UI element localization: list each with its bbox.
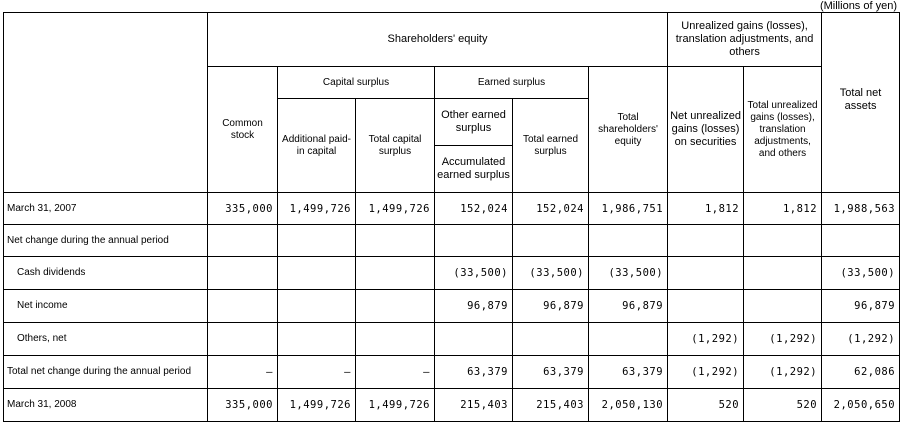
table-row [4,225,900,257]
cell-net-unrealized-gains: 1,812 [668,193,744,225]
cell-total-capital-surplus: 1,499,726 [356,193,435,225]
cell-net-unrealized-gains: (1,292) [668,356,744,389]
cell-net-unrealized-gains [668,225,744,257]
cell-net-unrealized-gains: 520 [668,389,744,422]
cell-accumulated-earned-surplus: 96,879 [435,290,513,323]
cell-total-earned-surplus: 96,879 [513,290,589,323]
cell-total-net-assets: 1,988,563 [822,193,900,225]
cell-total-capital-surplus [356,225,435,257]
cell-total-net-assets: 2,050,650 [822,389,900,422]
header-total-earned-surplus: Total earned surplus [513,99,589,193]
cell-total-capital-surplus [356,257,435,290]
cell-common-stock [208,290,278,323]
cell-total-earned-surplus: 215,403 [513,389,589,422]
cell-total-capital-surplus: 1,499,726 [356,389,435,422]
cell-total-unrealized: (1,292) [744,323,822,356]
table-row [4,257,900,290]
header-common-stock: Common stock [208,67,278,193]
cell-total-unrealized [744,225,822,257]
header-capital-surplus: Capital surplus [278,67,435,99]
cell-accumulated-earned-surplus [435,225,513,257]
cell-total-earned-surplus [513,323,589,356]
cell-total-shareholders-equity: 1,986,751 [589,193,668,225]
cell-net-unrealized-gains [668,257,744,290]
row-label-header-cell [4,13,208,193]
cell-additional-paid-in [278,257,356,290]
table-row [4,323,900,356]
cell-accumulated-earned-surplus: 63,379 [435,356,513,389]
header-total-unrealized: Total unrealized gains (losses), translation adjustments, and others [744,67,822,193]
table-row [4,356,900,389]
cell-total-earned-surplus: 152,024 [513,193,589,225]
row-label: March 31, 2008 [4,389,208,422]
header-total-net-assets: Total net assets [822,13,900,193]
cell-total-shareholders-equity [589,323,668,356]
cell-total-earned-surplus: 63,379 [513,356,589,389]
cell-total-capital-surplus: – [356,356,435,389]
cell-total-capital-surplus [356,323,435,356]
cell-total-earned-surplus [513,225,589,257]
header-shareholders-equity: Shareholders' equity [208,13,668,67]
table-row [4,389,900,422]
cell-common-stock: – [208,356,278,389]
row-label: March 31, 2007 [4,193,208,225]
cell-total-net-assets: 62,086 [822,356,900,389]
cell-additional-paid-in: – [278,356,356,389]
cell-total-shareholders-equity: (33,500) [589,257,668,290]
cell-accumulated-earned-surplus: (33,500) [435,257,513,290]
cell-net-unrealized-gains: (1,292) [668,323,744,356]
cell-total-shareholders-equity [589,225,668,257]
cell-total-unrealized: (1,292) [744,356,822,389]
cell-total-unrealized [744,257,822,290]
cell-accumulated-earned-surplus: 215,403 [435,389,513,422]
row-label: Cash dividends [4,257,208,290]
header-additional-paid-in-capital: Additional paid-in capital [278,99,356,193]
cell-common-stock: 335,000 [208,193,278,225]
cell-total-unrealized [744,290,822,323]
cell-total-capital-surplus [356,290,435,323]
cell-total-unrealized: 520 [744,389,822,422]
cell-total-net-assets: 96,879 [822,290,900,323]
header-other-earned-surplus: Other earned surplus [435,99,513,146]
row-label: Total net change during the annual period [4,356,208,389]
cell-total-net-assets: (1,292) [822,323,900,356]
cell-common-stock: 335,000 [208,389,278,422]
header-unrealized-group: Unrealized gains (losses), translation adjustments, and others [668,13,822,67]
cell-accumulated-earned-surplus [435,323,513,356]
cell-total-shareholders-equity: 63,379 [589,356,668,389]
cell-additional-paid-in [278,290,356,323]
cell-total-unrealized: 1,812 [744,193,822,225]
row-label: Others, net [4,323,208,356]
table-row [4,193,900,225]
cell-additional-paid-in: 1,499,726 [278,193,356,225]
cell-additional-paid-in: 1,499,726 [278,389,356,422]
header-total-capital-surplus: Total capital surplus [356,99,435,193]
header-net-unrealized-gains: Net unrealized gains (losses) on securities [668,67,744,193]
header-accumulated-earned-surplus: Accumulated earned surplus [435,146,513,193]
cell-accumulated-earned-surplus: 152,024 [435,193,513,225]
cell-total-net-assets: (33,500) [822,257,900,290]
cell-total-net-assets [822,225,900,257]
statement-of-changes-table [3,12,900,422]
table-row [4,290,900,323]
row-label: Net change during the annual period [4,225,208,257]
cell-additional-paid-in [278,225,356,257]
header-total-shareholders-equity: Total shareholders' equity [589,67,668,193]
cell-common-stock [208,225,278,257]
cell-additional-paid-in [278,323,356,356]
cell-net-unrealized-gains [668,290,744,323]
cell-common-stock [208,257,278,290]
cell-common-stock [208,323,278,356]
row-label: Net income [4,290,208,323]
cell-total-earned-surplus: (33,500) [513,257,589,290]
cell-total-shareholders-equity: 96,879 [589,290,668,323]
header-earned-surplus: Earned surplus [435,67,589,99]
unit-label: (Millions of yen) [819,0,897,12]
cell-total-shareholders-equity: 2,050,130 [589,389,668,422]
